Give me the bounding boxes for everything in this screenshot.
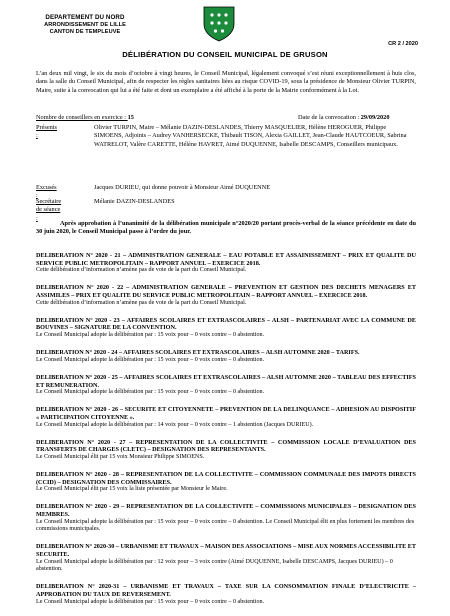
deliberations-list <box>36 252 416 616</box>
excuses-label: Excusés : <box>36 184 57 200</box>
deliberation-title: DELIBERATION N° 2020 - 27 – REPRESENTATION DE LA COLLECTIVITE – COMMISSION LOCALE D’EVALUATION DES TRANSFERTS DE CHARGES (CLETC) – DESIGNATION DES REPRESENTANTS. <box>36 438 416 454</box>
convocation-label: Date de la convocation : <box>298 114 361 121</box>
deliberation-item <box>36 471 416 494</box>
header-canton: CANTON DE TEMPLEUVE <box>49 29 121 35</box>
deliberation-title: DELIBERATION N° 2020 - 22 – ADMINISTRATION GENERALE – PREVENTION ET GESTION DES DECHETS MENAGERS ET ASSIMILES – PRIX ET QUALITE DU SERVICE PUBLIC METROPOLITAIN – RAPPORT ANNUEL – EXERCICE 2018. <box>36 284 416 300</box>
deliberation-result: Le Conseil Municipal adopte la délibération par : 14 voix pour – 0 voix contre – 1 abstention (Jacques DURIEU). <box>36 421 314 428</box>
deliberation-title: DELIBERATION N° 2020-31 – URBANISME ET TRAVAUX – TAXE SUR LA CONSOMMATION FINALE D’ELECTRICITE – APPROBATION DU TAUX DE REVERSEMENT. <box>36 583 416 599</box>
deliberation-result: Le Conseil Municipal adopte la délibération par : 15 voix pour – 0 voix contre – 0 abstention. Le Conseil Municipal élit en plus fortement les membres des commissions municipales. <box>36 518 415 533</box>
approval-paragraph: Après approbation à l’unanimité de la délibération municipale n°2020/20 portant procès-verbal de la séance précédente en date du 30 juin 2020, le Conseil Municipal passe à l’ordre du jour. <box>36 220 416 236</box>
deliberation-item <box>36 439 416 462</box>
presents-list: Olivier TURPIN, Maire – Mélanie DAZIN-DESLANDES, Thierry MASQUELIER, Hélène HEROGUER, Philippe SIMOENS, Adjoints – Audrey VANHERSECKE, Thibault TISON, Alexia GAILLET, Jean-Claude HAUTCOEUR, Sabrina WATRELOT, Valère CARETTE, Hélène HAVRET, Aimé DUQUENNE, Isabelle DESCAMPS, Conseillers municipaux. <box>94 124 407 148</box>
intro-paragraph: L’an deux mil vingt, le six du mois d’octobre à vingt heures, le Conseil Municipal, légalement convoqué s’est réuni exceptionnellement à huis clos, dans la salle du Conseil Municipal, afin de respecter les règles sanitaires liées au risque COVID-19, sous la présidence de Monsieur Olivier TURPIN, Maire, suite à la convocation qui lui a été faite et dont un exemplaire a été affiché à la porte de la Mairie conformément à la Loi. <box>36 70 416 94</box>
deliberation-title: DELIBERATION N° 2020 - 29 – REPRESENTATION DE LA COLLECTIVITE – COMMISSIONS MUNICIPALES – DESIGNATION DES MEMBRES. <box>36 503 416 519</box>
administrative-header <box>30 14 140 37</box>
deliberation-item <box>36 583 416 606</box>
deliberation-title: DELIBERATION N° 2020 - 28 – REPRESENTATION DE LA COLLECTIVITE – COMMISSION COMMUNALE DES IMPOTS DIRECTS (CCID) – DESIGNATION DES COMMISSAIRES. <box>36 471 416 486</box>
deliberation-result: Le Conseil Municipal élit par 15 voix Monsieur Philippe SIMOENS. <box>36 454 205 461</box>
members-count-value: 15 <box>127 114 134 121</box>
header-arrondissement: ARRONDISSEMENT DE LILLE <box>44 21 126 28</box>
document-reference: CR 2 / 2020 <box>388 41 418 47</box>
deliberation-result: Cette délibération d’information n’amène pas de vote de la part du Conseil Municipal. <box>36 267 247 274</box>
deliberation-result: Cette délibération d’information n’amène pas de vote de la part du Conseil Municipal. <box>36 299 247 306</box>
members-count-label: Nombre de conseillers en exercice : <box>36 114 128 121</box>
deliberation-item <box>36 252 416 275</box>
deliberation-title: DELIBERATION N° 2020 - 24 – AFFAIRES SCOLAIRES ET EXTRASCOLAIRES – ALSH AUTOMNE 2020 – TARIFS. <box>36 349 360 357</box>
deliberation-item <box>36 543 416 574</box>
deliberation-item <box>36 406 416 429</box>
deliberation-title: DELIBERATION N° 2020 - 23 – AFFAIRES SCOLAIRES ET EXTRASCOLAIRES – ALSH – PARTENARIAT AVEC LA COMMUNE DE BOUVINES – SIGNATURE DE LA CONVENTION. <box>36 316 416 332</box>
deliberation-result: Le Conseil Municipal adopte la délibération par : 15 voix pour – 0 voix contre – 0 abstention. <box>36 389 265 396</box>
attendance-count-row <box>36 114 416 121</box>
deliberation-item <box>36 317 416 340</box>
document-title: DÉLIBÉRATION DU CONSEIL MUNICIPAL DE GRUSON <box>122 50 328 59</box>
deliberation-result: Le Conseil Municipal adopte la délibération par : 15 voix pour – 0 voix contre – 0 abstention. <box>36 356 265 363</box>
excuses-text: Jacques DURIEU, qui donne pouvoir à Monsieur Aimé DUQUENNE <box>94 184 271 191</box>
deliberation-result: Le Conseil Municipal adopte la délibération par : 12 voix pour – 3 voix contre (Aimé DUQUENNE, Isabelle DESCAMPS, Jacques DURIEU) – 0 abstention. <box>36 558 393 573</box>
deliberation-title: DELIBERATION N° 2020 - 21 – ADMINISTRATION GENERALE – EAU POTABLE ET ASSAINISSEMENT – PRIX ET QUALITE DU SERVICE PUBLIC METROPOLITAIN – RAPPORT ANNUEL – EXERCICE 2018. <box>36 252 416 267</box>
convocation-value: 29/09/2020 <box>360 114 390 121</box>
deliberation-result: Le Conseil Municipal adopte la délibération par : 15 voix pour – 0 voix contre – 0 abstention. <box>36 598 265 605</box>
convocation-date <box>298 114 389 121</box>
header-department: DEPARTEMENT DU NORD <box>45 14 125 21</box>
secretary-name: Mélanie DAZIN-DESLANDES <box>94 198 175 205</box>
deliberation-title: DELIBERATION N° 2020 - 25 – AFFAIRES SCOLAIRES ET EXTRASCOLAIRES – ALSH AUTOMNE 2020 – TABLEAU DES EFFECTIFS ET REMUNERATION. <box>36 373 416 389</box>
deliberation-result: Le Conseil Municipal élit par 15 voix la liste présentée par Monsieur le Maire. <box>36 486 228 493</box>
deliberation-item <box>36 374 416 397</box>
deliberation-item <box>36 284 416 307</box>
deliberation-result: Le Conseil Municipal adopte la délibération par : 15 voix pour – 0 voix contre – 0 abstention. <box>36 332 265 339</box>
deliberation-item <box>36 349 416 364</box>
deliberation-item <box>36 503 416 534</box>
secretary-label: Secrétaire de séance : <box>36 198 62 222</box>
presents-label: Présents : <box>36 124 57 140</box>
coat-of-arms-icon <box>203 6 235 42</box>
deliberation-title: DELIBERATION N° 2020-30 – URBANISME ET TRAVAUX – MAISON DES ASSOCIATIONS – MISE AUX NORMES ACCESSIBILITE ET SECURITE. <box>36 543 416 559</box>
deliberation-title: DELIBERATION N° 2020 - 26 – SECURITE ET CITOYENNETE – PREVENTION DE LA DELINQUANCE – ADHESION AU DISPOSITIF « PARTICIPATION CITOYENNE ». <box>36 406 416 421</box>
